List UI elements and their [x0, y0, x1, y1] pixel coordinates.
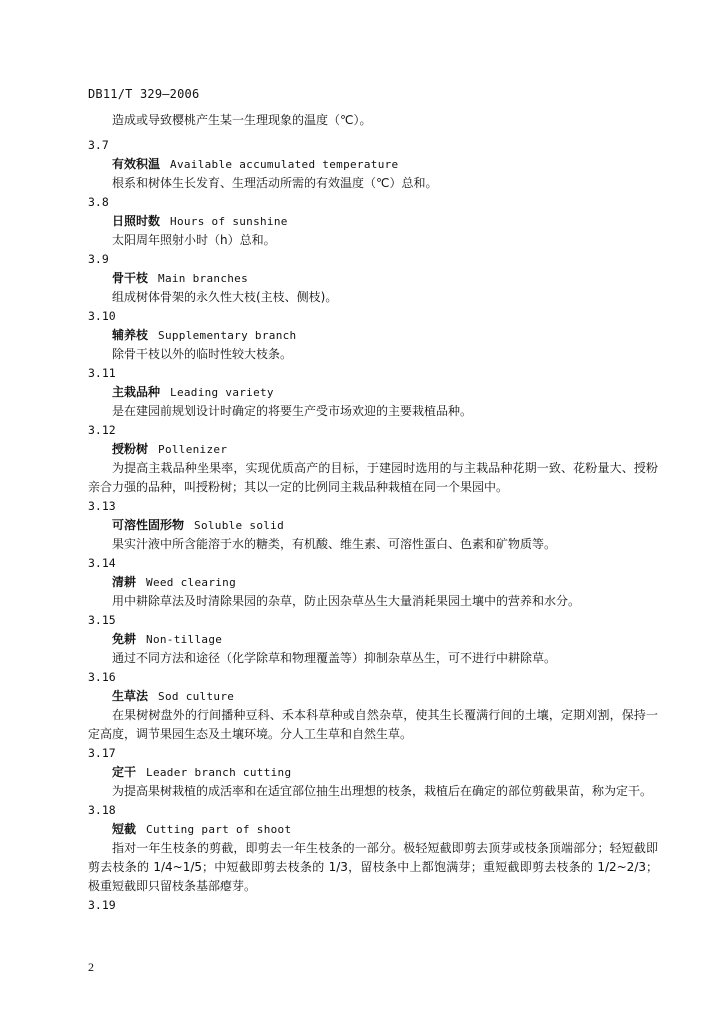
definition-entry: [88, 364, 658, 421]
intro-paragraph: 造成或导致樱桃产生某一生理现象的温度（℃）。: [112, 113, 372, 127]
term-english: Main branches: [158, 272, 249, 285]
term-line: [88, 440, 658, 459]
term-english: Weed clearing: [146, 576, 237, 589]
term-definition: 是在建园前规划设计时确定的将要生产受市场欢迎的主要栽植品种。: [112, 404, 473, 418]
section-number: 3.14: [88, 556, 116, 570]
term-chinese: 可溶性固形物: [112, 518, 185, 532]
term-definition: 果实汁液中所含能溶于水的糖类，有机酸、维生素、可溶性蛋白、色素和矿物质等。: [112, 537, 557, 551]
section-number: 3.18: [88, 803, 116, 817]
term-chinese: 免耕: [112, 632, 137, 646]
term-definition: 组成树体骨架的永久性大枝(主枝、侧枝)。: [112, 290, 338, 304]
term-chinese: 主栽品种: [112, 385, 161, 399]
trailing-section-number: 3.19: [88, 898, 116, 912]
term-definition: 在果树树盘外的行间播种豆科、禾本科草种或自然杂草，使其生长覆满行间的土壤，定期刈割，保持一定高度，调节果园生态及土壤环境。分人工生草和自然生草。: [88, 708, 658, 741]
section-number: 3.7: [88, 138, 109, 152]
section-number: 3.8: [88, 195, 109, 209]
term-line: [88, 516, 658, 535]
term-line: [88, 630, 658, 649]
page-number: 2: [88, 960, 94, 974]
definition-list: [88, 136, 658, 896]
section-number: 3.15: [88, 613, 116, 627]
definition-entry: [88, 611, 658, 668]
term-definition: 根系和树体生长发育、生理活动所需的有效温度（℃）总和。: [112, 176, 438, 190]
term-definition: 用中耕除草法及时清除果园的杂草，防止因杂草丛生大量消耗果园土壤中的营养和水分。: [112, 594, 581, 608]
term-definition: 指对一年生枝条的剪截，即剪去一年生枝条的一部分。极轻短截即剪去顶芽或枝条顶端部分；轻短截即剪去枝条的 1/4~1/5；中短截即剪去枝条的 1/3，留枝条中上都饱满芽；重短截即剪去枝条的 1/2~2/3；极重短截即只留枝条基部瘪芽。: [88, 841, 658, 893]
document-code: DB11/T 329—2006: [88, 87, 200, 101]
term-english: Available accumulated temperature: [170, 158, 399, 171]
term-english: Leader branch cutting: [146, 766, 292, 779]
definition-entry: [88, 801, 658, 896]
term-definition: 通过不同方法和途径（化学除草和物理覆盖等）抑制杂草丛生，可不进行中耕除草。: [112, 651, 557, 665]
term-english: Non-tillage: [146, 633, 223, 646]
term-english: Pollenizer: [158, 443, 228, 456]
term-chinese: 定干: [112, 765, 137, 779]
term-line: [88, 212, 658, 231]
term-line: [88, 269, 658, 288]
definition-entry: [88, 193, 658, 250]
section-number: 3.16: [88, 670, 116, 684]
term-english: Hours of sunshine: [170, 215, 288, 228]
document-body: [88, 108, 658, 915]
term-english: Cutting part of shoot: [146, 823, 292, 836]
term-chinese: 辅养枝: [112, 328, 149, 342]
term-definition: 太阳周年照射小时（h）总和。: [112, 233, 276, 247]
section-number: 3.12: [88, 423, 116, 437]
term-english: Sod culture: [158, 690, 235, 703]
term-english: Supplementary branch: [158, 329, 297, 342]
term-definition: 为提高主栽品种坐果率，实现优质高产的目标，于建园时选用的与主栽品种花期一致、花粉量大、授粉亲合力强的品种，叫授粉树；其以一定的比例同主栽品种栽植在同一个果园中。: [88, 461, 658, 494]
definition-entry: [88, 307, 658, 364]
term-english: Leading variety: [170, 386, 274, 399]
definition-entry: [88, 250, 658, 307]
section-number: 3.17: [88, 746, 116, 760]
term-definition: 除骨干枝以外的临时性较大枝条。: [112, 347, 293, 361]
term-chinese: 日照时数: [112, 214, 161, 228]
definition-entry: [88, 668, 658, 744]
term-chinese: 生草法: [112, 689, 149, 703]
term-english: Soluble solid: [194, 519, 285, 532]
term-chinese: 短截: [112, 822, 137, 836]
term-line: [88, 820, 658, 839]
term-line: [88, 687, 658, 706]
section-number: 3.9: [88, 252, 109, 266]
term-chinese: 骨干枝: [112, 271, 149, 285]
term-chinese: 有效积温: [112, 157, 161, 171]
term-line: [88, 573, 658, 592]
term-line: [88, 763, 658, 782]
term-line: [88, 155, 658, 174]
definition-entry: [88, 421, 658, 497]
term-definition: 为提高果树栽植的成活率和在适宜部位抽生出理想的枝条，栽植后在确定的部位剪截果苗，称为定干。: [112, 784, 653, 798]
term-chinese: 授粉树: [112, 442, 149, 456]
definition-entry: [88, 497, 658, 554]
definition-entry: [88, 744, 658, 801]
term-line: [88, 326, 658, 345]
definition-entry: [88, 554, 658, 611]
section-number: 3.13: [88, 499, 116, 513]
section-number: 3.11: [88, 366, 116, 380]
term-chinese: 清耕: [112, 575, 137, 589]
definition-entry: [88, 136, 658, 193]
term-line: [88, 383, 658, 402]
section-number: 3.10: [88, 309, 116, 323]
